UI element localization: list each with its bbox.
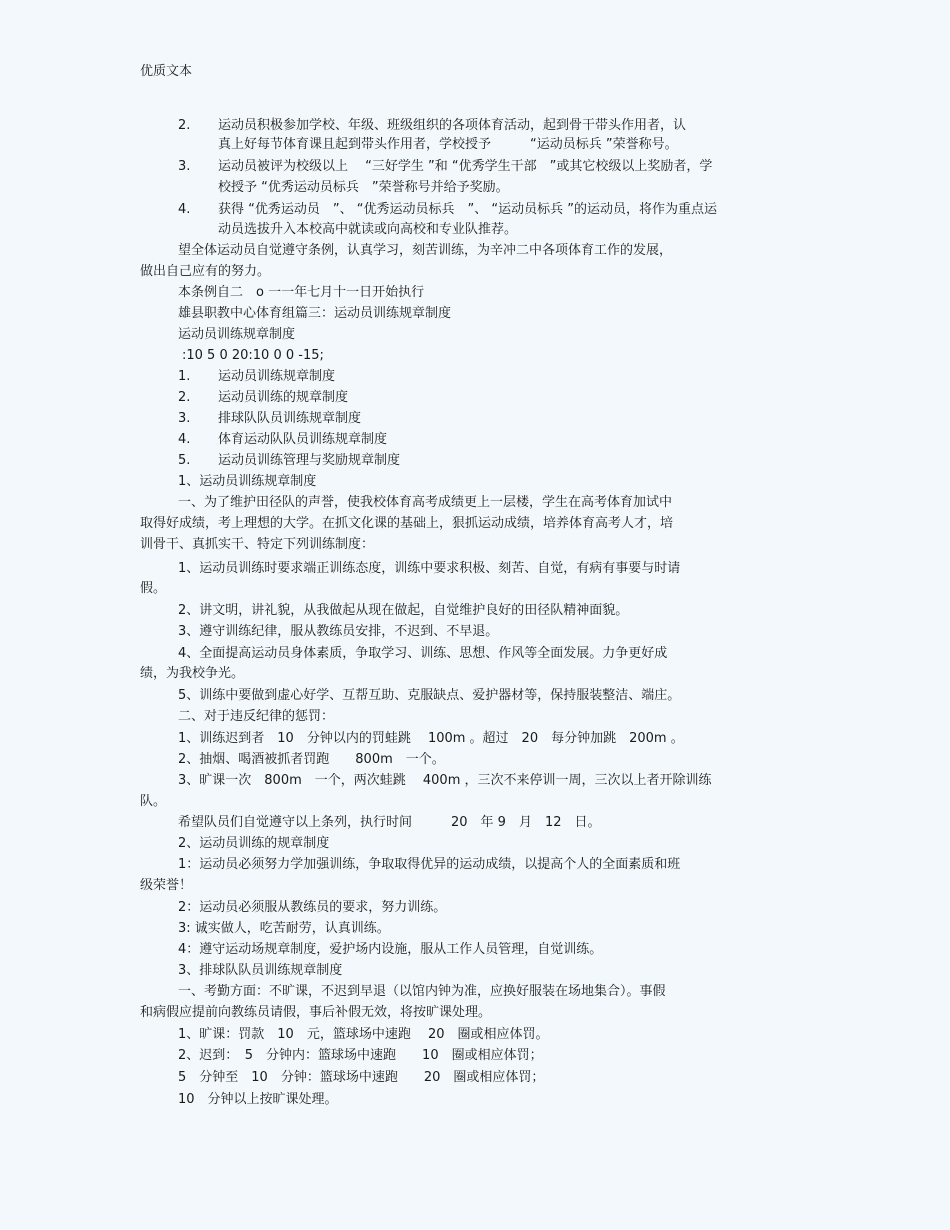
list-number: 1.	[178, 369, 191, 384]
text-line: 二、对于违反纪律的惩罚：	[178, 709, 335, 724]
text-line: 运动员积极参加学校、年级、班级组织的各项体育活动，起到骨干带头作用者，认	[218, 118, 687, 133]
list-number: 2.	[178, 390, 191, 405]
text-line: 校授予 “优秀运动员标兵 ”荣誉称号并给予奖励。	[218, 180, 509, 195]
text-line: 绩，为我校争光。	[140, 666, 245, 681]
text-line: 2：运动员必须服从教练员的要求，努力训练。	[178, 900, 447, 915]
text-line: 望全体运动员自觉遵守条例，认真学习，刻苦训练，为辛冲二中各项体育工作的发展，	[178, 243, 673, 258]
text-line: 一、考勤方面：不旷课，不迟到早退（以馆内钟为准，应换好服装在场地集合）。事假	[178, 984, 666, 999]
text-line: 3、排球队队员训练规章制度	[178, 963, 343, 978]
text-line: 和病假应提前向教练员请假，事后补假无效，将按旷课处理。	[140, 1005, 492, 1020]
text-line: 3、遵守训练纪律，服从教练员安排，不迟到、不早退。	[178, 624, 499, 639]
text-line: 1：运动员必须努力学加强训练，争取取得优异的运动成绩，以提高个人的全面素质和班	[178, 857, 681, 872]
list-number: 4.	[178, 202, 191, 217]
list-number: 3.	[178, 411, 191, 426]
text-line: 2、迟到： 5 分钟内：篮球场中速跑 10 圈或相应体罚；	[178, 1048, 543, 1063]
text-line: 队。	[140, 794, 167, 809]
list-number: 3.	[178, 159, 191, 174]
text-line: 运动员训练管理与奖励规章制度	[218, 453, 401, 468]
text-line: 5、训练中要做到虚心好学、互帮互助、克服缺点、爱护器材等，保持服装整洁、端庄。	[178, 688, 681, 703]
text-line: :10 5 0 20:10 0 0 -15;	[182, 348, 324, 363]
text-line: 取得好成绩，考上理想的大学。在抓文化课的基础上，狠抓运动成绩，培养体育高考人才，培	[140, 516, 674, 531]
text-line: 5 分钟至 10 分钟：篮球场中速跑 20 圈或相应体罚；	[178, 1070, 545, 1085]
text-line: 排球队队员训练规章制度	[218, 411, 362, 426]
list-number: 4.	[178, 432, 191, 447]
text-line: 真上好每节体育课且起到带头作用者，学校授予 “运动员标兵 ”荣誉称号。	[218, 137, 678, 152]
text-line: 4：遵守运动场规章制度，爱护场内设施，服从工作人员管理，自觉训练。	[178, 942, 603, 957]
text-line: 体育运动队队员训练规章制度	[218, 432, 388, 447]
text-line: 运动员训练的规章制度	[218, 390, 349, 405]
text-line: 1、运动员训练规章制度	[178, 474, 317, 489]
text-line: 1、旷课：罚款 10 元，篮球场中速跑 20 圈或相应体罚。	[178, 1027, 549, 1042]
text-line: 1、训练迟到者 10 分钟以内的罚蛙跳 100m 。超过 20 每分钟加跳 200m 。	[178, 731, 684, 746]
text-line: 雄县职教中心体育组篇三：运动员训练规章制度	[178, 306, 452, 321]
text-line: 获得 “优秀运动员 ”、 “优秀运动员标兵 ”、 “运动员标兵 ”的运动员，将作为重点运	[218, 202, 717, 217]
list-number: 2.	[178, 118, 191, 133]
text-line: 运动员被评为校级以上 “三好学生 ”和 “优秀学生干部 ”或其它校级以上奖励者，学	[218, 159, 713, 174]
text-line: 2、运动员训练的规章制度	[178, 836, 330, 851]
text-line: 运动员训练规章制度	[218, 369, 336, 384]
text-line: 3、旷课一次 800m 一个，两次蛙跳 400m ，三次不来停训一周，三次以上者开除训练	[178, 773, 712, 788]
text-line: 4、全面提高运动员身体素质，争取学习、训练、思想、作风等全面发展。力争更好成	[178, 646, 668, 661]
text-line: 动员选拔升入本校高中就读或向高校和专业队推荐。	[218, 222, 518, 237]
text-line: 运动员训练规章制度	[178, 327, 296, 342]
text-line: 希望队员们自觉遵守以上条列，执行时间 20 年 9 月 12 日。	[178, 815, 601, 830]
text-line: 本条例自二 o 一一年七月十一日开始执行	[178, 285, 425, 300]
text-line: 3: 诚实做人，吃苦耐劳，认真训练。	[178, 921, 390, 936]
text-line: 做出自己应有的努力。	[140, 264, 271, 279]
text-line: 2、抽烟、喝酒被抓者罚跑 800m 一个。	[178, 752, 445, 767]
text-line: 2、讲文明，讲礼貌，从我做起从现在做起，自觉维护良好的田径队精神面貌。	[178, 603, 629, 618]
text-line: 一、为了维护田径队的声誉，使我校体育高考成绩更上一层楼，学生在高考体育加试中	[178, 495, 673, 510]
list-number: 5.	[178, 453, 191, 468]
text-line: 10 分钟以上按旷课处理。	[178, 1092, 338, 1107]
text-line: 级荣誉！	[140, 878, 193, 893]
page-header: 优质文本	[140, 64, 193, 79]
text-line: 假。	[140, 581, 167, 596]
text-line: 训骨干、真抓实干、特定下列训练制度：	[140, 537, 375, 552]
text-line: 1、运动员训练时要求端正训练态度，训练中要求积极、刻苦、自觉，有病有事要与时请	[178, 561, 681, 576]
